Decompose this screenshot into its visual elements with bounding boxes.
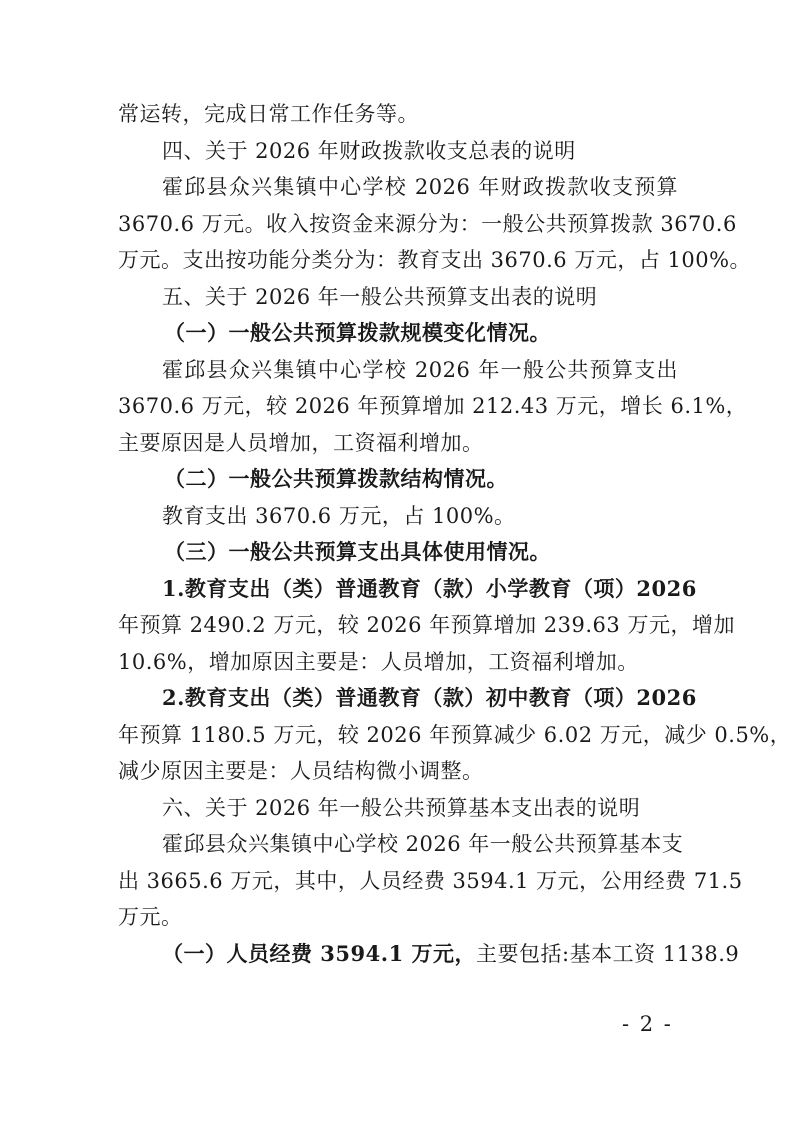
text-line-3: 霍邱县众兴集镇中心学校 2026 年财政拨款收支预算 bbox=[162, 175, 678, 199]
text-line-22: 出 3665.6 万元，其中，人员经费 3594.1 万元，公用经费 71.5 bbox=[118, 868, 743, 893]
text-line-9: 3670.6 万元，较 2026 年预算增加 212.43 万元，增长 6.1%， bbox=[118, 394, 748, 418]
subheading-5-3: （三）一般公共预算支出具体使用情况。 bbox=[164, 539, 551, 564]
text-line-24-rest: 主要包括:基本工资 1138.9 bbox=[476, 941, 740, 966]
text-line-15: 年预算 2490.2 万元，较 2026 年预算增加 239.63 万元，增加 bbox=[118, 613, 735, 637]
text-line-1: 常运转，完成日常工作任务等。 bbox=[118, 102, 419, 126]
text-line-4: 3670.6 万元。收入按资金来源分为：一般公共预算拨款 3670.6 bbox=[118, 211, 737, 236]
section-heading-6: 六、关于 2026 年一般公共预算基本支出表的说明 bbox=[162, 795, 641, 820]
text-line-16: 10.6%，增加原因主要是：人员增加，工资福利增加。 bbox=[118, 649, 639, 674]
text-line-10: 主要原因是人员增加，工资福利增加。 bbox=[118, 430, 484, 455]
text-line-19: 减少原因主要是：人员结构微小调整。 bbox=[118, 759, 484, 783]
item-heading-2: 2.教育支出（类）普通教育（款）初中教育（项）2026 bbox=[162, 685, 697, 710]
subheading-5-1: （一）一般公共预算拨款规模变化情况。 bbox=[164, 320, 551, 345]
text-line-18: 年预算 1180.5 万元，较 2026 年预算减少 6.02 万元，减少 0.5%， bbox=[118, 722, 792, 747]
text-line-23: 万元。 bbox=[118, 905, 183, 929]
text-line-8: 霍邱县众兴集镇中心学校 2026 年一般公共预算支出 bbox=[162, 357, 678, 382]
text-line-5: 万元。支出按功能分类分为：教育支出 3670.6 万元，占 100%。 bbox=[118, 248, 752, 272]
subheading-6-1: （一）人员经费 3594.1 万元， bbox=[162, 940, 476, 966]
section-heading-5: 五、关于 2026 年一般公共预算支出表的说明 bbox=[162, 284, 598, 309]
text-line-21: 霍邱县众兴集镇中心学校 2026 年一般公共预算基本支 bbox=[162, 832, 684, 856]
text-line-12: 教育支出 3670.6 万元，占 100%。 bbox=[162, 503, 516, 528]
item-heading-1: 1.教育支出（类）普通教育（款）小学教育（项）2026 bbox=[162, 575, 697, 601]
section-heading-4: 四、关于 2026 年财政拨款收支总表的说明 bbox=[162, 138, 576, 163]
subheading-5-2: （二）一般公共预算拨款结构情况。 bbox=[164, 466, 508, 491]
text-line-24 bbox=[118, 936, 740, 973]
document-body bbox=[118, 96, 792, 972]
page-number: - 2 - bbox=[622, 1012, 673, 1036]
